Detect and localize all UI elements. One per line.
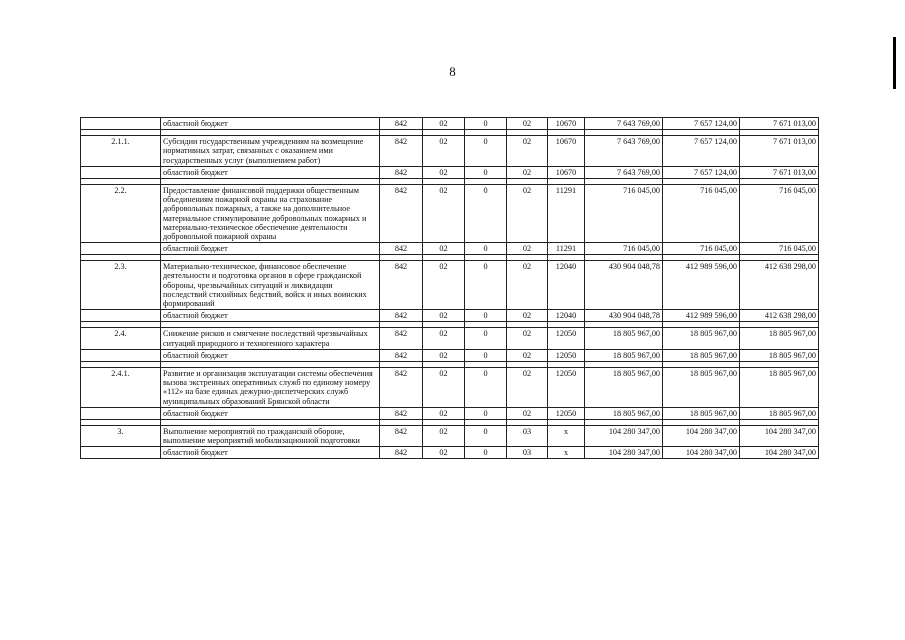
row-number-cell <box>81 447 161 459</box>
amount-year1-cell: 18 805 967,00 <box>585 367 663 407</box>
grbs-code-cell: 842 <box>380 118 423 130</box>
grbs-code-cell: 842 <box>380 425 423 446</box>
section-code-cell: 02 <box>423 425 465 446</box>
grbs-code-cell: 842 <box>380 349 423 361</box>
amount-year1-cell: 18 805 967,00 <box>585 328 663 349</box>
grbs-code-cell: 842 <box>380 166 423 178</box>
row-number-cell: 2.2. <box>81 184 161 242</box>
activity-row <box>81 136 819 167</box>
activity-row <box>81 328 819 349</box>
amount-year2-cell: 18 805 967,00 <box>663 367 740 407</box>
row-number-cell <box>81 310 161 322</box>
direction-code-cell: 12050 <box>548 328 585 349</box>
program-code-cell: 0 <box>465 243 507 255</box>
direction-code-cell: 12040 <box>548 310 585 322</box>
amount-year3-cell: 716 045,00 <box>740 184 819 242</box>
section-code-cell: 02 <box>423 310 465 322</box>
grbs-code-cell: 842 <box>380 310 423 322</box>
grbs-code-cell: 842 <box>380 328 423 349</box>
row-number-cell <box>81 243 161 255</box>
amount-year2-cell: 18 805 967,00 <box>663 328 740 349</box>
program-code-cell: 0 <box>465 447 507 459</box>
subprogram-code-cell: 02 <box>507 407 548 419</box>
amount-year2-cell: 104 280 347,00 <box>663 447 740 459</box>
activity-row <box>81 367 819 407</box>
subprogram-code-cell: 02 <box>507 136 548 167</box>
amount-year2-cell: 7 657 124,00 <box>663 118 740 130</box>
direction-code-cell: 11291 <box>548 243 585 255</box>
activity-name-cell: областной бюджет <box>161 243 380 255</box>
direction-code-cell: х <box>548 447 585 459</box>
subprogram-code-cell: 02 <box>507 367 548 407</box>
budget-source-row <box>81 118 819 130</box>
activity-row <box>81 261 819 310</box>
scan-edge-mark <box>893 37 896 89</box>
subprogram-code-cell: 02 <box>507 310 548 322</box>
grbs-code-cell: 842 <box>380 136 423 167</box>
row-number-cell: 2.4.1. <box>81 367 161 407</box>
direction-code-cell: 12040 <box>548 261 585 310</box>
amount-year2-cell: 716 045,00 <box>663 184 740 242</box>
section-code-cell: 02 <box>423 447 465 459</box>
subprogram-code-cell: 02 <box>507 261 548 310</box>
subprogram-code-cell: 03 <box>507 447 548 459</box>
activity-name-cell: Субсидии государственным учреждениям на возмещение нормативных затрат, связанных с оказанием ими государственных услуг (выполнением работ) <box>161 136 380 167</box>
amount-year3-cell: 18 805 967,00 <box>740 328 819 349</box>
activity-name-cell: областной бюджет <box>161 118 380 130</box>
amount-year3-cell: 412 638 298,00 <box>740 261 819 310</box>
amount-year2-cell: 18 805 967,00 <box>663 407 740 419</box>
program-code-cell: 0 <box>465 166 507 178</box>
section-code-cell: 02 <box>423 166 465 178</box>
section-code-cell: 02 <box>423 261 465 310</box>
section-code-cell: 02 <box>423 328 465 349</box>
direction-code-cell: 11291 <box>548 184 585 242</box>
amount-year1-cell: 430 904 048,78 <box>585 310 663 322</box>
budget-source-row <box>81 166 819 178</box>
budget-source-row <box>81 310 819 322</box>
section-code-cell: 02 <box>423 407 465 419</box>
row-number-cell <box>81 118 161 130</box>
direction-code-cell: 10670 <box>548 118 585 130</box>
amount-year1-cell: 7 643 769,00 <box>585 118 663 130</box>
direction-code-cell: 10670 <box>548 136 585 167</box>
program-code-cell: 0 <box>465 407 507 419</box>
program-code-cell: 0 <box>465 261 507 310</box>
budget-source-row <box>81 407 819 419</box>
subprogram-code-cell: 02 <box>507 243 548 255</box>
section-code-cell: 02 <box>423 243 465 255</box>
amount-year2-cell: 412 989 596,00 <box>663 310 740 322</box>
row-number-cell <box>81 407 161 419</box>
grbs-code-cell: 842 <box>380 447 423 459</box>
grbs-code-cell: 842 <box>380 184 423 242</box>
row-number-cell: 2.4. <box>81 328 161 349</box>
amount-year1-cell: 104 280 347,00 <box>585 447 663 459</box>
amount-year3-cell: 104 280 347,00 <box>740 425 819 446</box>
activity-name-cell: областной бюджет <box>161 447 380 459</box>
amount-year3-cell: 104 280 347,00 <box>740 447 819 459</box>
amount-year3-cell: 18 805 967,00 <box>740 367 819 407</box>
budget-source-row <box>81 447 819 459</box>
amount-year3-cell: 7 671 013,00 <box>740 118 819 130</box>
amount-year1-cell: 7 643 769,00 <box>585 136 663 167</box>
subprogram-code-cell: 02 <box>507 184 548 242</box>
row-number-cell <box>81 166 161 178</box>
amount-year1-cell: 430 904 048,78 <box>585 261 663 310</box>
activity-name-cell: областной бюджет <box>161 166 380 178</box>
program-code-cell: 0 <box>465 349 507 361</box>
amount-year1-cell: 18 805 967,00 <box>585 349 663 361</box>
section-code-cell: 02 <box>423 184 465 242</box>
budget-table-body <box>81 118 819 459</box>
direction-code-cell: 10670 <box>548 166 585 178</box>
section-code-cell: 02 <box>423 367 465 407</box>
amount-year1-cell: 716 045,00 <box>585 243 663 255</box>
subprogram-code-cell: 03 <box>507 425 548 446</box>
budget-table <box>80 117 819 459</box>
direction-code-cell: 12050 <box>548 349 585 361</box>
page-number: 8 <box>449 64 456 79</box>
row-number-cell: 2.3. <box>81 261 161 310</box>
subprogram-code-cell: 02 <box>507 166 548 178</box>
direction-code-cell: х <box>548 425 585 446</box>
program-code-cell: 0 <box>465 425 507 446</box>
grbs-code-cell: 842 <box>380 261 423 310</box>
budget-source-row <box>81 349 819 361</box>
activity-name-cell: Развитие и организация эксплуатации системы обеспечения вызова экстренных оперативных служб по единому номеру «112» на базе единых дежурно-диспетчерских служб муниципальных образований Брянской области <box>161 367 380 407</box>
section-code-cell: 02 <box>423 118 465 130</box>
program-code-cell: 0 <box>465 328 507 349</box>
amount-year2-cell: 104 280 347,00 <box>663 425 740 446</box>
program-code-cell: 0 <box>465 184 507 242</box>
subprogram-code-cell: 02 <box>507 328 548 349</box>
row-number-cell <box>81 349 161 361</box>
activity-name-cell: областной бюджет <box>161 407 380 419</box>
activity-name-cell: Выполнение мероприятий по гражданской обороне, выполнение мероприятий мобилизационной подготовки <box>161 425 380 446</box>
amount-year3-cell: 7 671 013,00 <box>740 166 819 178</box>
grbs-code-cell: 842 <box>380 407 423 419</box>
amount-year2-cell: 716 045,00 <box>663 243 740 255</box>
subprogram-code-cell: 02 <box>507 349 548 361</box>
amount-year2-cell: 18 805 967,00 <box>663 349 740 361</box>
amount-year3-cell: 412 638 298,00 <box>740 310 819 322</box>
grbs-code-cell: 842 <box>380 367 423 407</box>
program-code-cell: 0 <box>465 310 507 322</box>
amount-year3-cell: 18 805 967,00 <box>740 349 819 361</box>
activity-name-cell: областной бюджет <box>161 349 380 361</box>
amount-year3-cell: 7 671 013,00 <box>740 136 819 167</box>
activity-row <box>81 425 819 446</box>
row-number-cell: 3. <box>81 425 161 446</box>
grbs-code-cell: 842 <box>380 243 423 255</box>
amount-year1-cell: 716 045,00 <box>585 184 663 242</box>
section-code-cell: 02 <box>423 349 465 361</box>
activity-name-cell: Материально-техническое, финансовое обеспечение деятельности и подготовка органов в сфере гражданской обороны, чрезвычайных ситуаций и ликвидации последствий стихийных бедствий, войск и иных воинских формирований <box>161 261 380 310</box>
direction-code-cell: 12050 <box>548 367 585 407</box>
section-code-cell: 02 <box>423 136 465 167</box>
program-code-cell: 0 <box>465 367 507 407</box>
program-code-cell: 0 <box>465 136 507 167</box>
row-number-cell: 2.1.1. <box>81 136 161 167</box>
amount-year2-cell: 412 989 596,00 <box>663 261 740 310</box>
amount-year1-cell: 104 280 347,00 <box>585 425 663 446</box>
amount-year3-cell: 18 805 967,00 <box>740 407 819 419</box>
budget-source-row <box>81 243 819 255</box>
activity-row <box>81 184 819 242</box>
amount-year1-cell: 18 805 967,00 <box>585 407 663 419</box>
amount-year1-cell: 7 643 769,00 <box>585 166 663 178</box>
activity-name-cell: Предоставление финансовой поддержки общественным объединениям пожарной охраны на страхование добровольных пожарных, а также на дополнительное материальное стимулирование добровольных пожарных и материально-техническое обеспечение деятельности добровольной пожарной охраны <box>161 184 380 242</box>
program-code-cell: 0 <box>465 118 507 130</box>
direction-code-cell: 12050 <box>548 407 585 419</box>
amount-year3-cell: 716 045,00 <box>740 243 819 255</box>
activity-name-cell: областной бюджет <box>161 310 380 322</box>
subprogram-code-cell: 02 <box>507 118 548 130</box>
amount-year2-cell: 7 657 124,00 <box>663 166 740 178</box>
activity-name-cell: Снижение рисков и смягчение последствий чрезвычайных ситуаций природного и техногенного характера <box>161 328 380 349</box>
amount-year2-cell: 7 657 124,00 <box>663 136 740 167</box>
